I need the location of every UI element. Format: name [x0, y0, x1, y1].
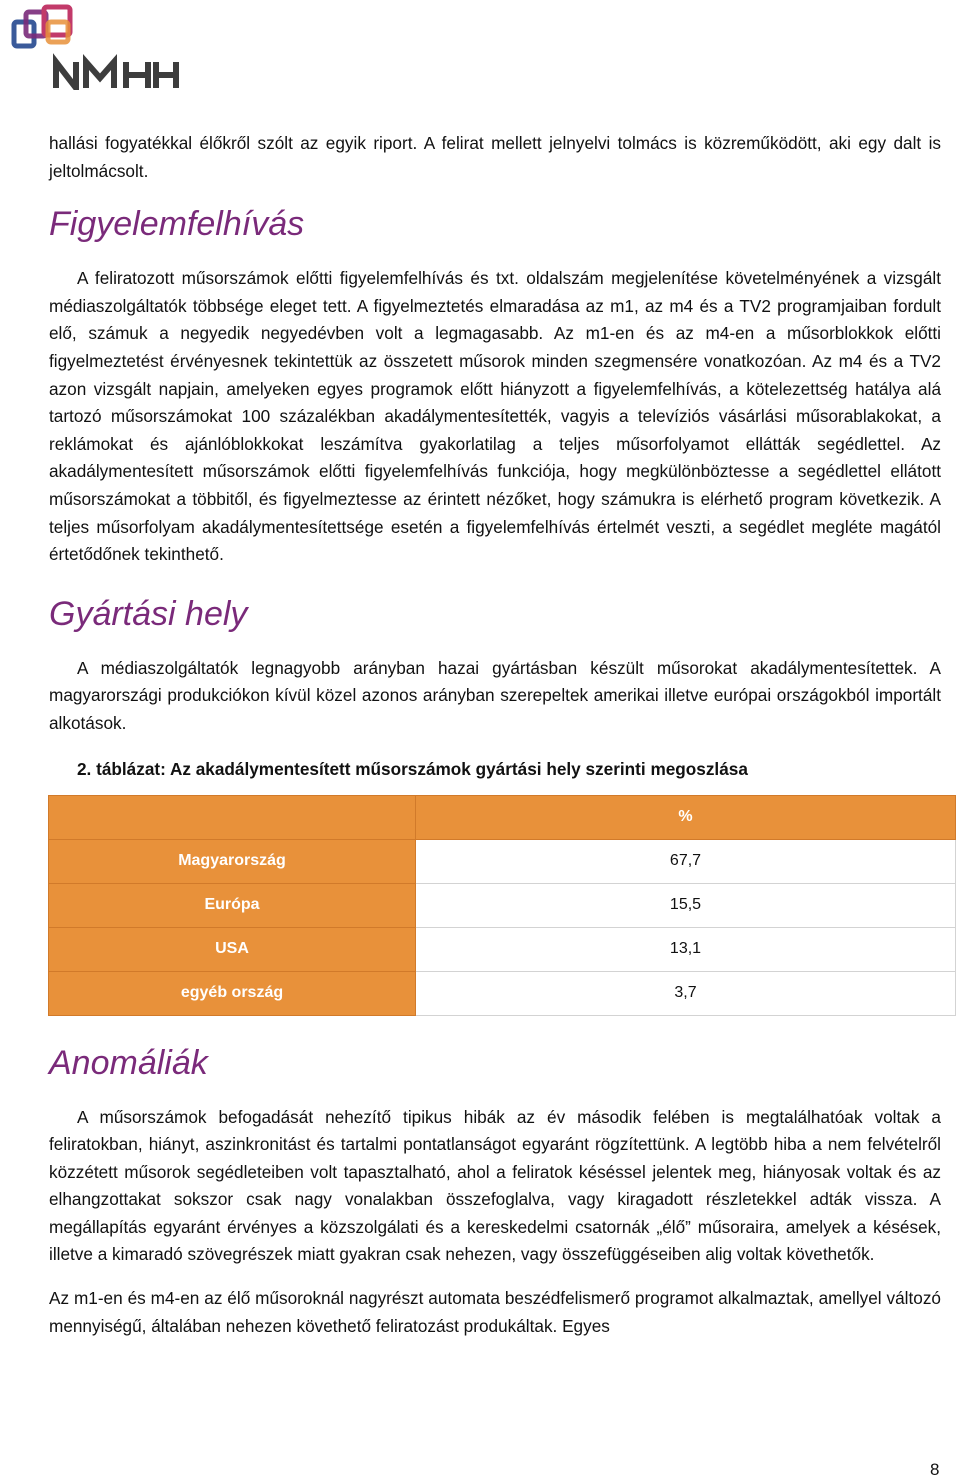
intro-paragraph: hallási fogyatékkal élőkről szólt az egyik riport. A felirat mellett jelnyelvi tolmács is közreműködött, aki egy dalt is jeltolmácsolt. — [49, 133, 941, 181]
row-value: 15,5 — [416, 883, 956, 927]
table-caption: 2. táblázat: Az akadálymentesített műsorszámok gyártási hely szerinti megoszlása — [77, 758, 748, 779]
row-label: USA — [49, 927, 416, 971]
table-corner-cell — [49, 795, 416, 839]
row-label: Magyarország — [49, 839, 416, 883]
page-number: 8 — [930, 1460, 940, 1479]
page-content — [49, 130, 941, 1340]
figyelemfelhivas-paragraph: A feliratozott műsorszámok előtti figyelemfelhívás és txt. oldalszám megjelenítése követelményének a vizsgált médiaszolgáltatók többsége eleget tett. A figyelmeztetés elmaradása az m1, az m4 és a TV2 programjaiban fordult elő, számuk a negyedik negyedévben volt a legmagasabb. Az m1-en és az m4-en a műsorblokkok előtti figyelmeztetést érvényesnek tekintettük az összetett műsorok minden szegmensére vonatkozóan. Az m4 és a TV2 azon vizsgált napjain, amelyeken egyes programok előtt hiányzott a figyelemfelhívás, a kötelezettség hatálya alá tartozó műsorszámokat 100 százalékban akadálymentesítették, vagyis a televíziós vásárlási műsorablakokat, a reklámokat és ajánlóblokkokat leszámítva gyakorlatilag a teljes műsorfolyamot ellátták segédlettel. Az akadálymentesített műsorszámok előtti figyelemfelhívás funkciója, hogy megkülönböztesse a segédlettel ellátott műsorszámokat a többitől, és figyelmeztesse az érintett nézőket, hogy számukra is elérhető program következik. A teljes műsorfolyam akadálymentesítettsége esetén a figyelemfelhívás értelmét veszti, a segédlet megléte magától értetődőnek tekinthető. — [49, 268, 941, 565]
row-value: 3,7 — [416, 971, 956, 1015]
row-value: 67,7 — [416, 839, 956, 883]
table-header-row — [49, 795, 956, 839]
row-value: 13,1 — [416, 927, 956, 971]
table-header-percent: % — [416, 795, 956, 839]
anomaliak-paragraph-1: A műsorszámok befogadását nehezítő tipikus hibák az év második felében is megtalálhatóak voltak a feliratokban, hiányt, aszinkronitást és tartalmi pontatlanságot egyaránt rögzítettünk. A legtöbb hiba a nem felvételről közzétett műsorok segédleteiben volt tapasztalható, ahol a feliratok késéssel jelentek meg, hiányosak voltak és az elhangzottakat sokszor csak nagy vonalakban összefoglalva, vagy kiragadott részletekkel adták vissza. A megállapítás egyaránt érvényes a közszolgálati és a kereskedelmi csatornák „élő” műsoraira, amelyek a késések, illetve a kimaradó szövegrészek miatt gyakran csak nehezen, vagy összefüggéseiben alig voltak követhetők. — [49, 1106, 941, 1265]
row-label: egyéb ország — [49, 971, 416, 1015]
section-title-gyartasi-hely: Gyártási hely — [49, 594, 248, 633]
section-title-anomaliak: Anomáliák — [49, 1043, 208, 1082]
section-title-figyelemfelhivas: Figyelemfelhívás — [49, 205, 305, 244]
table-row — [49, 839, 956, 883]
logo-mark-icon — [14, 7, 70, 46]
gyartasi-hely-paragraph: A médiaszolgáltatók legnagyobb arányban hazai gyártásban készült műsorokat akadálymentesítettek. A magyarországi produkciókon kívül közel azonos arányban szerepeltek amerikai illetve európai országokból importált alkotások. — [49, 657, 941, 733]
logo-wordmark — [56, 62, 176, 88]
nmhh-logo — [10, 4, 180, 90]
anomaliak-paragraph-2: Az m1-en és m4-en az élő műsoroknál nagyrészt automata beszédfelismerő programot alkalmaztak, amellyel változó mennyiségű, általában nehezen követhető feliratozást produkáltak. Egyes — [49, 1288, 941, 1336]
table-row — [49, 883, 956, 927]
table-row — [49, 971, 956, 1015]
table-row — [49, 927, 956, 971]
production-location-table — [48, 795, 956, 1016]
row-label: Európa — [49, 883, 416, 927]
